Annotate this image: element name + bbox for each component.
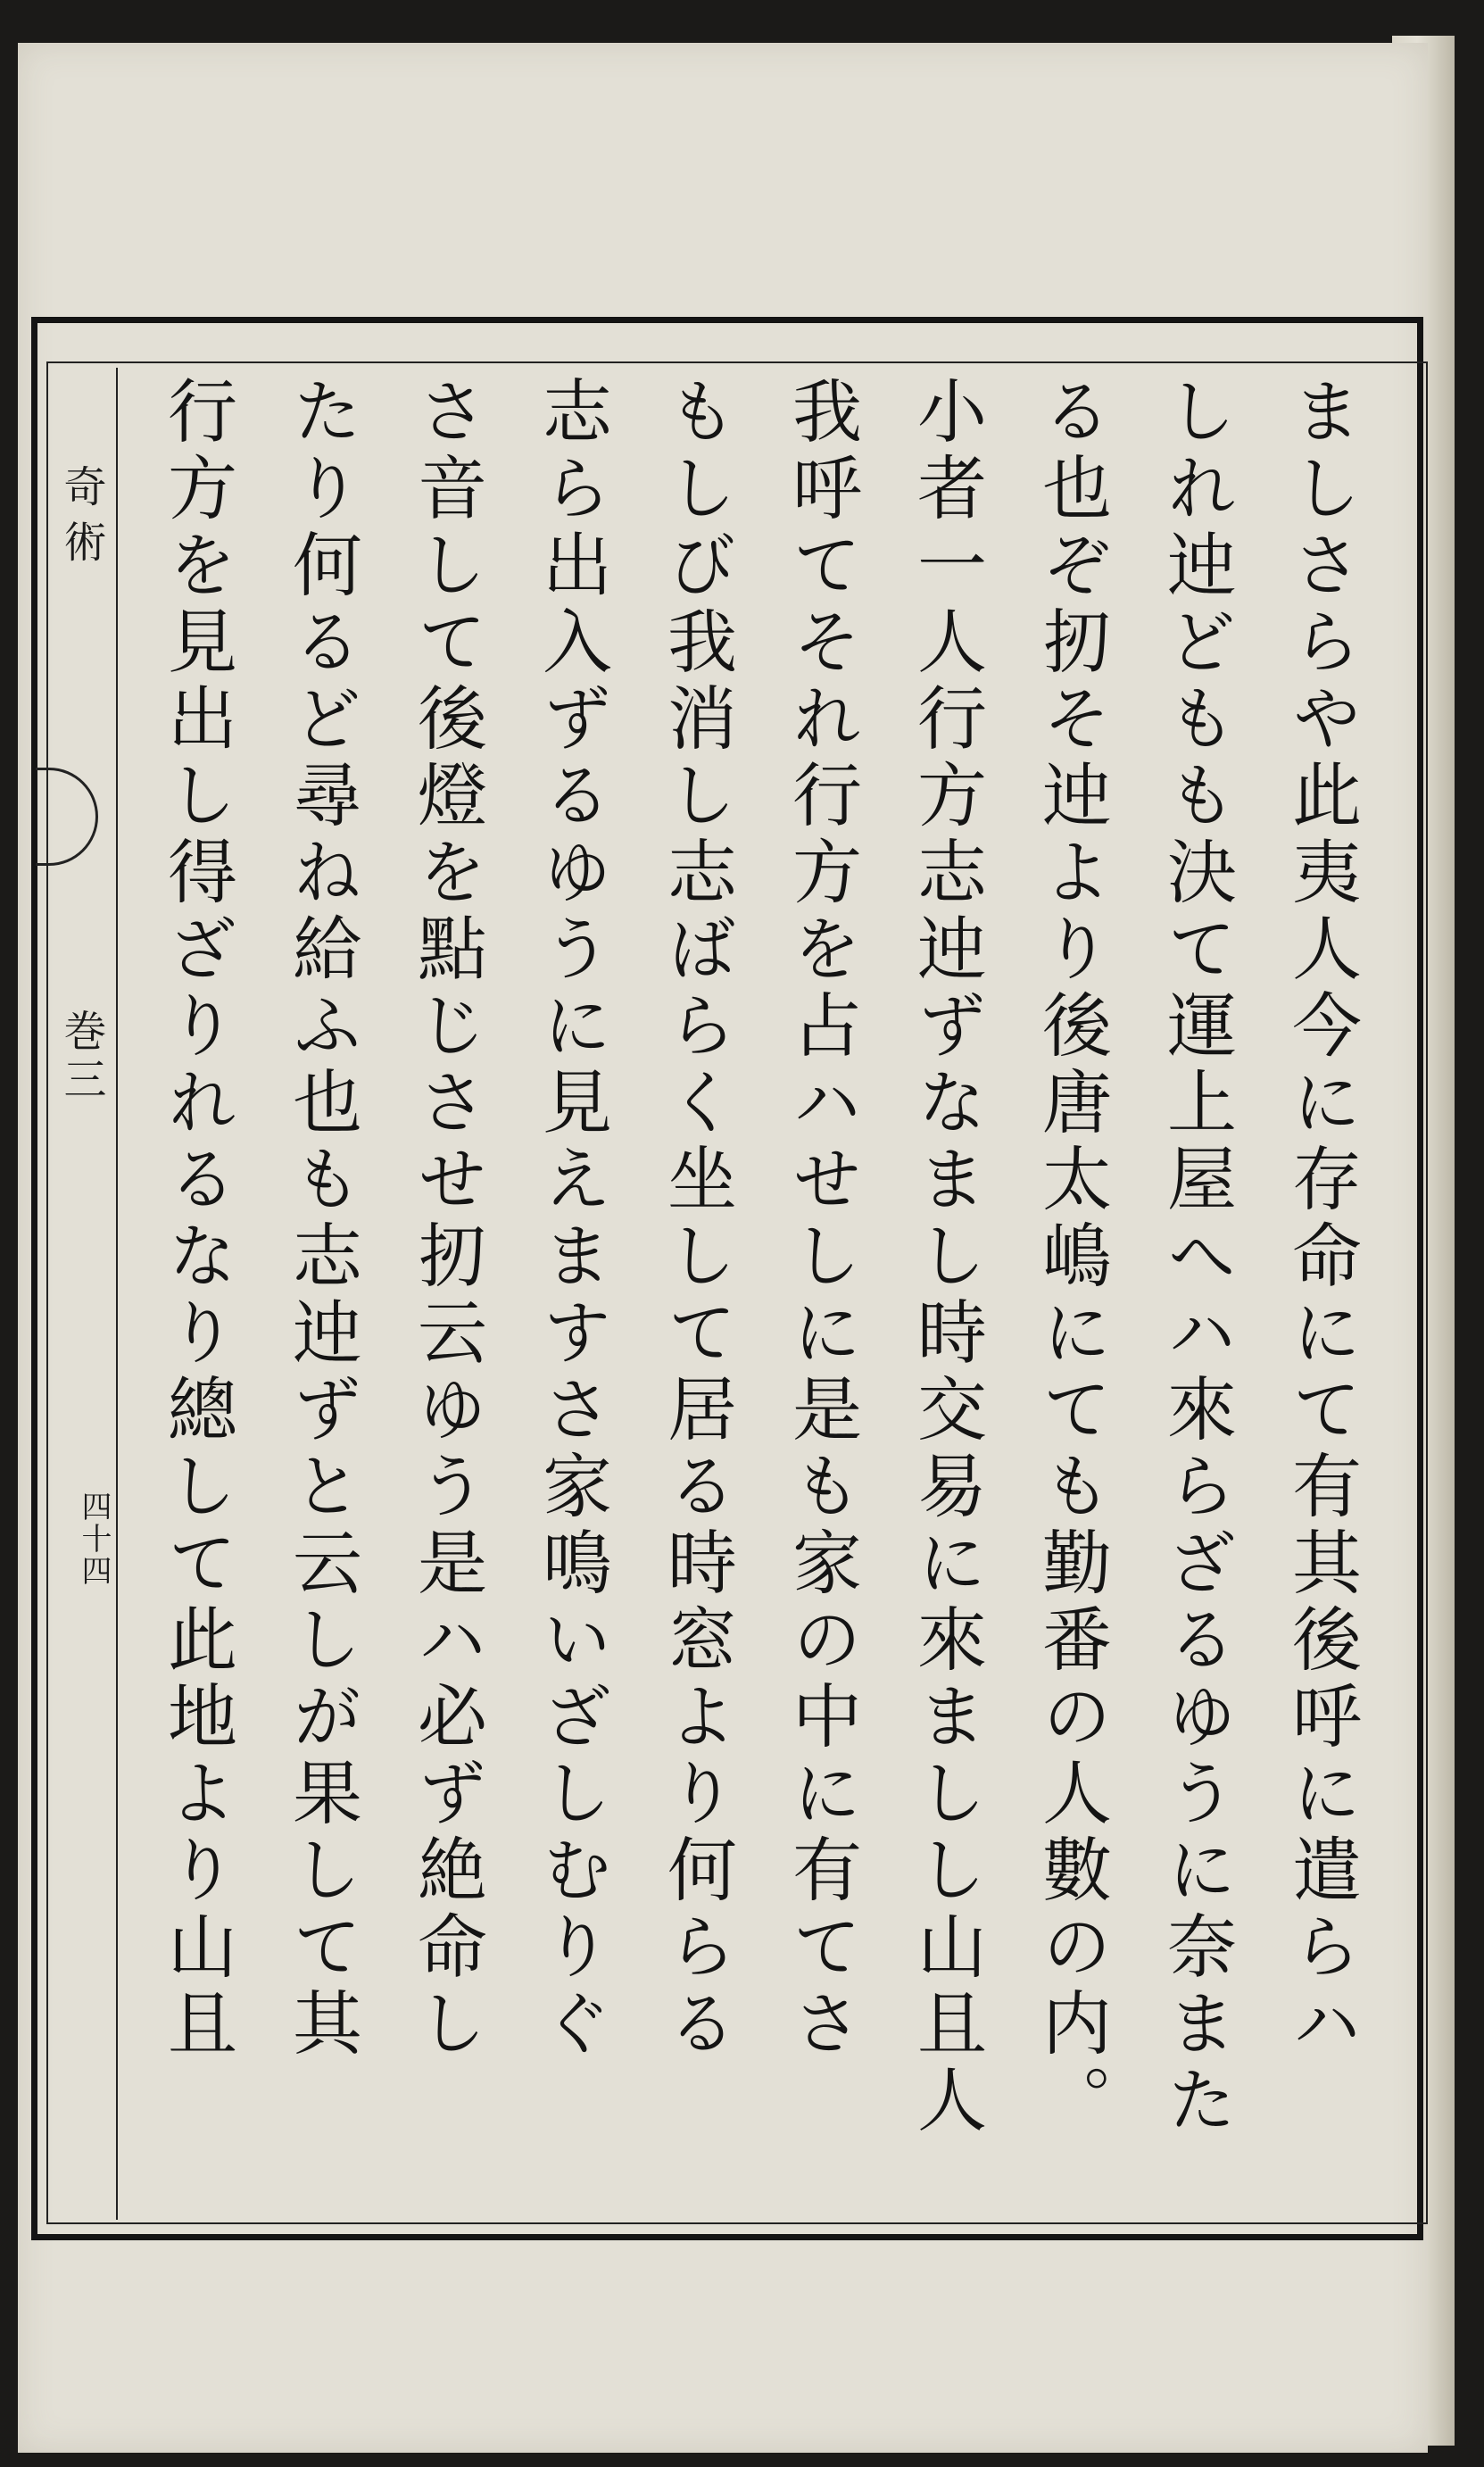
text-line: さ音して後燈を點じさせ扨云ゆう是ハ必ず絶命し	[406, 375, 486, 2064]
text-line: ましさらや此夷人今に存命にて有其後呼に遣らハ	[1281, 375, 1361, 2064]
text-line: 志ら出入ずるゆうに見えますさ家鳴いざしむりぐ	[531, 375, 611, 2064]
volume-label: 巻三	[56, 1009, 106, 1105]
text-line: る也ぞ扨そ迚より後唐太嶋にても勤番の人數の内。	[1031, 375, 1111, 2140]
text-line: 我呼てそれ行方を占ハせしに是も家の中に有てさ	[781, 375, 861, 2064]
running-title: 奇術	[56, 464, 106, 575]
text-line: もしび我消し志ばらく坐して居る時窓より何らる	[656, 375, 736, 2064]
margin-rule	[116, 368, 118, 2220]
main-text	[134, 375, 1383, 2222]
text-line: 小者一人行方志迚ずなまし時交易に來ましし山且人	[906, 375, 986, 2140]
text-line: 行方を見出し得ざりれるなり總して此地より山且	[156, 375, 236, 2064]
text-line: しれ迚どもも決て運上屋へハ來らざるゆうに奈また	[1156, 375, 1236, 2140]
folio-number: 四十四	[76, 1491, 112, 1587]
text-line: たり何るど尋ね給ふ也も志迚ずと云しが果して其	[281, 375, 361, 2064]
